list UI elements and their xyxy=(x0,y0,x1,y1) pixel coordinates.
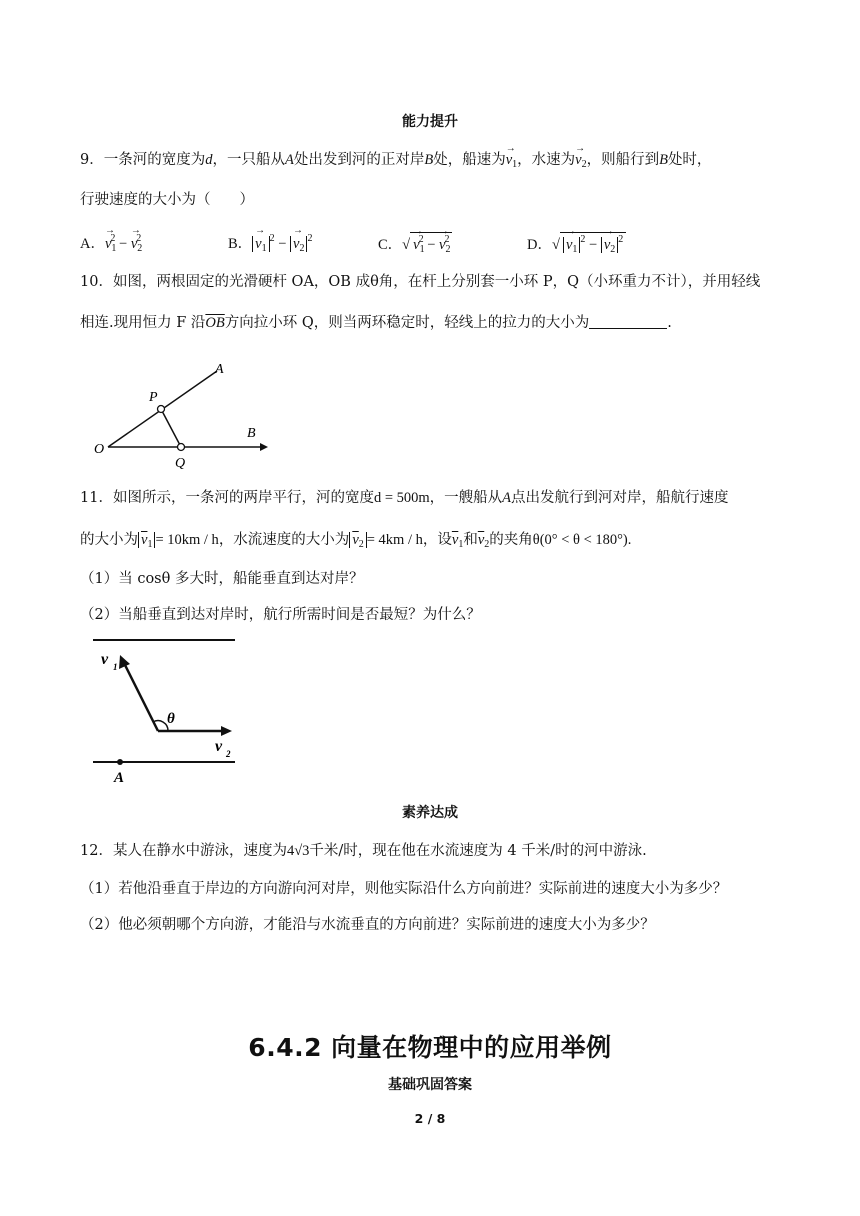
ring-q xyxy=(178,444,185,451)
label-v1: v xyxy=(101,651,109,668)
q9-line2: 行驶速度的大小为（ ） xyxy=(80,192,254,208)
label-v2: v xyxy=(215,738,223,755)
q12-sub1: （1）若他沿垂直于岸边的方向游向河对岸，则他实际沿什么方向前进？实际前进的速度大小为多少？ xyxy=(80,881,728,897)
label-v1-sub: 1 xyxy=(113,662,118,672)
label-q: Q xyxy=(175,456,186,471)
point-a xyxy=(117,759,123,765)
section-heading-ability: 能力提升 xyxy=(402,114,458,130)
q11-sub2: （2）当船垂直到达对岸时，航行所需时间是否最短？为什么？ xyxy=(80,607,481,623)
q11-figure xyxy=(88,633,243,791)
label-b: B xyxy=(247,426,256,441)
q9-option-a[interactable]: A．→ $v_1^2$ − → $v_2^2$ xyxy=(80,232,141,254)
q12-sub2: （2）他必须朝哪个方向游，才能沿与水流垂直的方向前进？实际前进的速度大小为多少？ xyxy=(80,917,655,933)
q10-line2: 相连.现用恒力 F 沿$\overline{OB}$方向拉小环 Q，则当两环稳定时，轻线上的拉力的大小为 . xyxy=(80,315,672,331)
q10-figure xyxy=(85,358,275,473)
q10-line1: 10．如图，两根固定的光滑硬杆 OA，OB 成θ角，在杆上分别套一小环 P，Q（小环重力不计），并用轻线 xyxy=(80,274,761,290)
q11-line2: 的大小为 $\overline{v}_1 = 10km / h$，水流速度的大小为 $\overline{v}_2 = 4km / h$，设$\overline{v}_1$和$\overline{v}_2$的夹角θ(0° < θ < 180°). xyxy=(80,532,632,550)
ring-p xyxy=(158,406,165,413)
arrowhead-icon xyxy=(260,443,268,451)
section-heading-literacy: 素养达成 xyxy=(402,805,458,821)
label-p: P xyxy=(149,390,158,405)
q9-line1: 9．一条河的宽度为d，一只船从A处出发到河的正对岸B处，船速为→ $v_1$，水速为→ $v_2$，则船行到B处时， xyxy=(80,150,780,175)
v1-vector xyxy=(124,663,158,731)
v1-arrowhead-icon xyxy=(119,655,130,669)
chapter-title: 6.4.2 向量在物理中的应用举例 xyxy=(248,1033,612,1062)
light-string xyxy=(161,409,181,447)
label-v2-sub: 2 xyxy=(226,749,231,759)
answer-blank[interactable] xyxy=(589,314,667,329)
answers-heading: 基础巩固答案 xyxy=(388,1077,472,1093)
q9-options xyxy=(80,232,780,258)
label-a: A xyxy=(215,362,224,377)
label-a: A xyxy=(114,770,125,786)
page-number: 2 / 8 xyxy=(414,1111,446,1126)
q9-option-c[interactable]: C．√ → $v_1^2$ − → $v_2^2$ xyxy=(378,232,452,255)
q11-sub1: （1）当 cosθ 多大时，船能垂直到达对岸？ xyxy=(80,571,364,587)
label-theta: θ xyxy=(167,711,175,727)
q11-line1: 11．如图所示，一条河的两岸平行，河的宽度d = 500m，一艘船从A点出发航行到河对岸，船航行速度 xyxy=(80,490,729,506)
q12-line1: 12．某人在静水中游泳，速度为4√3千米/时，现在他在水流速度为 4 千米/时的河中游泳. xyxy=(80,843,647,859)
q9-option-d[interactable]: D．√ → $v_1^2$ − → $v_2^2$ xyxy=(527,232,626,255)
q9-option-b[interactable]: B． → $v_1^2$ − → $v_2^2$ xyxy=(228,232,312,254)
v2-arrowhead-icon xyxy=(221,726,232,736)
label-o: O xyxy=(94,442,105,457)
